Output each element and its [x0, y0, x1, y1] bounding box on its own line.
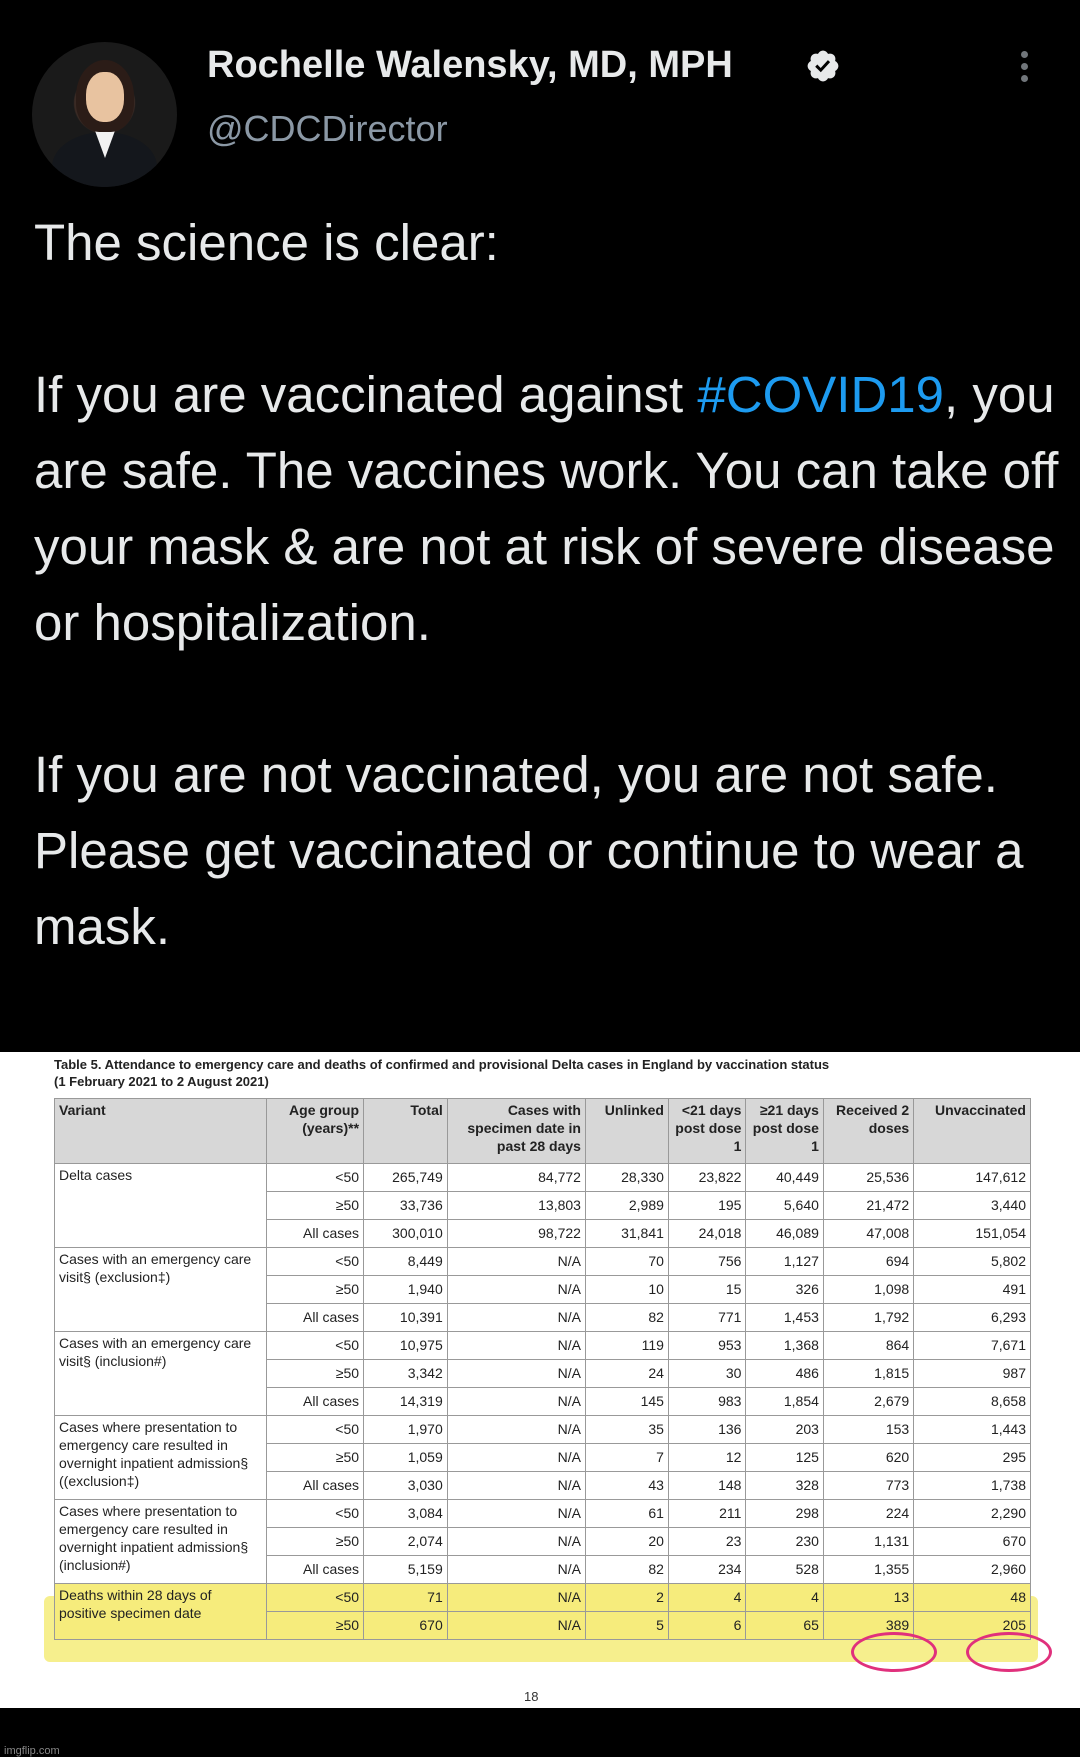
- verified-badge-icon: [805, 48, 841, 84]
- table-cell: 295: [914, 1444, 1031, 1472]
- table-cell: All cases: [267, 1472, 364, 1500]
- table-cell: 23: [668, 1528, 746, 1556]
- table-cell: 48: [914, 1584, 1031, 1612]
- table-cell: N/A: [447, 1528, 585, 1556]
- column-header: Unvaccinated: [914, 1099, 1031, 1164]
- table-cell: 24,018: [668, 1220, 746, 1248]
- embedded-document-image: [0, 1052, 1080, 1757]
- table-cell: ≥50: [267, 1612, 364, 1640]
- column-header: Cases with specimen date in past 28 days: [447, 1099, 585, 1164]
- column-header: ≥21 days post dose 1: [746, 1099, 824, 1164]
- table-cell: 8,449: [364, 1248, 448, 1276]
- table-cell: <50: [267, 1332, 364, 1360]
- table-cell: N/A: [447, 1360, 585, 1388]
- table-cell: N/A: [447, 1500, 585, 1528]
- table-cell: 205: [914, 1612, 1031, 1640]
- table-cell: 620: [823, 1444, 913, 1472]
- table-cell: 1,815: [823, 1360, 913, 1388]
- table-cell: 1,368: [746, 1332, 824, 1360]
- table-cell: 5,159: [364, 1556, 448, 1584]
- table-cell: 8,658: [914, 1388, 1031, 1416]
- table-cell: 328: [746, 1472, 824, 1500]
- table-cell: 953: [668, 1332, 746, 1360]
- table-row: [55, 1248, 1031, 1276]
- table-cell: 1,355: [823, 1556, 913, 1584]
- table-cell: 145: [585, 1388, 668, 1416]
- circled-value-received-2-doses: [851, 1632, 937, 1672]
- table-cell: 119: [585, 1332, 668, 1360]
- table-cell: ≥50: [267, 1360, 364, 1388]
- table-cell: 23,822: [668, 1164, 746, 1192]
- table-cell: N/A: [447, 1388, 585, 1416]
- table-cell: 864: [823, 1332, 913, 1360]
- table-cell: 771: [668, 1304, 746, 1332]
- table-cell: 14,319: [364, 1388, 448, 1416]
- table-cell: 21,472: [823, 1192, 913, 1220]
- table-cell: 987: [914, 1360, 1031, 1388]
- table-cell: 35: [585, 1416, 668, 1444]
- table-cell: <50: [267, 1416, 364, 1444]
- hashtag-link[interactable]: #COVID19: [697, 366, 945, 423]
- table-cell: 136: [668, 1416, 746, 1444]
- table-cell: 5: [585, 1612, 668, 1640]
- table-cell: ≥50: [267, 1192, 364, 1220]
- table-cell: 125: [746, 1444, 824, 1472]
- variant-label: Cases with an emergency care visit§ (exclusion‡): [55, 1248, 267, 1332]
- tweet-paragraph-2: If you are vaccinated against #COVID19, you are safe. The vaccines work. You can take off your mask & are not at risk of severe disease or hospitalization.: [34, 366, 1059, 651]
- variant-label: Deaths within 28 days of positive specimen date: [55, 1584, 267, 1640]
- table-cell: 151,054: [914, 1220, 1031, 1248]
- table-cell: 1,059: [364, 1444, 448, 1472]
- table-cell: N/A: [447, 1332, 585, 1360]
- table-cell: All cases: [267, 1556, 364, 1584]
- table-cell: 153: [823, 1416, 913, 1444]
- table-cell: 5,640: [746, 1192, 824, 1220]
- table-cell: 7: [585, 1444, 668, 1472]
- table-cell: 15: [668, 1276, 746, 1304]
- table-cell: 1,792: [823, 1304, 913, 1332]
- table-cell: 389: [823, 1612, 913, 1640]
- table-cell: 756: [668, 1248, 746, 1276]
- table-cell: 6,293: [914, 1304, 1031, 1332]
- table-cell: 1,443: [914, 1416, 1031, 1444]
- vaccination-status-table: [54, 1098, 1031, 1640]
- table-cell: 82: [585, 1304, 668, 1332]
- table-cell: 773: [823, 1472, 913, 1500]
- table-cell: 10,975: [364, 1332, 448, 1360]
- table-cell: 30: [668, 1360, 746, 1388]
- table-cell: 1,940: [364, 1276, 448, 1304]
- table-cell: N/A: [447, 1612, 585, 1640]
- table-cell: 1,738: [914, 1472, 1031, 1500]
- tweet-text: [34, 205, 1064, 965]
- table-cell: ≥50: [267, 1444, 364, 1472]
- table-cell: 43: [585, 1472, 668, 1500]
- table-cell: 491: [914, 1276, 1031, 1304]
- author-name[interactable]: Rochelle Walensky, MD, MPH: [207, 44, 733, 86]
- table-cell: 61: [585, 1500, 668, 1528]
- table-cell: 670: [914, 1528, 1031, 1556]
- author-avatar[interactable]: [32, 42, 177, 187]
- table-cell: 147,612: [914, 1164, 1031, 1192]
- page-number: 18: [524, 1689, 539, 1704]
- table-cell: 2,290: [914, 1500, 1031, 1528]
- table-cell: 4: [668, 1584, 746, 1612]
- column-header: Unlinked: [585, 1099, 668, 1164]
- table-cell: 46,089: [746, 1220, 824, 1248]
- table-cell: 2,679: [823, 1388, 913, 1416]
- table-cell: 10,391: [364, 1304, 448, 1332]
- table-cell: N/A: [447, 1276, 585, 1304]
- table-cell: 2: [585, 1584, 668, 1612]
- table-cell: 326: [746, 1276, 824, 1304]
- tweet-paragraph-3: If you are not vaccinated, you are not safe. Please get vaccinated or continue to wear a mask.: [34, 746, 1024, 955]
- table-cell: All cases: [267, 1304, 364, 1332]
- table-cell: ≥50: [267, 1528, 364, 1556]
- variant-label: Cases where presentation to emergency care resulted in overnight inpatient admission§ ((exclusion‡): [55, 1416, 267, 1500]
- table-cell: 670: [364, 1612, 448, 1640]
- table-cell: 84,772: [447, 1164, 585, 1192]
- variant-label: Delta cases: [55, 1164, 267, 1248]
- table-cell: 195: [668, 1192, 746, 1220]
- variant-label: Cases with an emergency care visit§ (inclusion#): [55, 1332, 267, 1416]
- table-cell: 2,074: [364, 1528, 448, 1556]
- table-cell: 47,008: [823, 1220, 913, 1248]
- table-cell: N/A: [447, 1416, 585, 1444]
- column-header: Variant: [55, 1099, 267, 1164]
- more-options-icon[interactable]: [1014, 48, 1034, 88]
- table-cell: 148: [668, 1472, 746, 1500]
- table-cell: 1,098: [823, 1276, 913, 1304]
- table-cell: <50: [267, 1164, 364, 1192]
- table-cell: 3,440: [914, 1192, 1031, 1220]
- table-cell: 6: [668, 1612, 746, 1640]
- table-cell: 40,449: [746, 1164, 824, 1192]
- table-cell: 983: [668, 1388, 746, 1416]
- table-cell: N/A: [447, 1444, 585, 1472]
- table-cell: 2,989: [585, 1192, 668, 1220]
- table-cell: 31,841: [585, 1220, 668, 1248]
- variant-label: Cases where presentation to emergency care resulted in overnight inpatient admission§ (inclusion#): [55, 1500, 267, 1584]
- table-cell: 203: [746, 1416, 824, 1444]
- table-cell: 486: [746, 1360, 824, 1388]
- table-cell: N/A: [447, 1472, 585, 1500]
- table-cell: 298: [746, 1500, 824, 1528]
- table-cell: All cases: [267, 1220, 364, 1248]
- table-cell: 25,536: [823, 1164, 913, 1192]
- table-cell: 82: [585, 1556, 668, 1584]
- table-cell: N/A: [447, 1556, 585, 1584]
- table-row: [55, 1416, 1031, 1444]
- column-header: <21 days post dose 1: [668, 1099, 746, 1164]
- table-cell: 300,010: [364, 1220, 448, 1248]
- author-handle[interactable]: @CDCDirector: [207, 108, 448, 149]
- watermark: imgflip.com: [4, 1745, 60, 1757]
- table-cell: N/A: [447, 1248, 585, 1276]
- table-cell: 3,030: [364, 1472, 448, 1500]
- column-header: Age group (years)**: [267, 1099, 364, 1164]
- table-cell: ≥50: [267, 1276, 364, 1304]
- table-cell: N/A: [447, 1304, 585, 1332]
- table-row: [55, 1332, 1031, 1360]
- table-cell: 1,854: [746, 1388, 824, 1416]
- table-cell: 265,749: [364, 1164, 448, 1192]
- table-cell: 12: [668, 1444, 746, 1472]
- table-cell: 20: [585, 1528, 668, 1556]
- table-cell: 211: [668, 1500, 746, 1528]
- table-cell: <50: [267, 1500, 364, 1528]
- table-cell: 28,330: [585, 1164, 668, 1192]
- table-cell: 70: [585, 1248, 668, 1276]
- table-cell: 230: [746, 1528, 824, 1556]
- table-cell: 4: [746, 1584, 824, 1612]
- table-cell: <50: [267, 1248, 364, 1276]
- column-header: Received 2 doses: [823, 1099, 913, 1164]
- table-cell: 71: [364, 1584, 448, 1612]
- table-cell: 13: [823, 1584, 913, 1612]
- table-row: [55, 1500, 1031, 1528]
- table-cell: All cases: [267, 1388, 364, 1416]
- table-cell: 2,960: [914, 1556, 1031, 1584]
- table-cell: 1,131: [823, 1528, 913, 1556]
- circled-value-unvaccinated: [966, 1632, 1052, 1672]
- table-cell: 33,736: [364, 1192, 448, 1220]
- table-row: [55, 1584, 1031, 1612]
- table-row: [55, 1164, 1031, 1192]
- table-cell: 528: [746, 1556, 824, 1584]
- table-cell: 13,803: [447, 1192, 585, 1220]
- table-cell: 10: [585, 1276, 668, 1304]
- table-cell: 694: [823, 1248, 913, 1276]
- table-cell: 5,802: [914, 1248, 1031, 1276]
- table-cell: 1,127: [746, 1248, 824, 1276]
- table-title: Table 5. Attendance to emergency care and deaths of confirmed and provisional Delta cases in England by vaccination status (1 February 2021 to 2 August 2021): [54, 1057, 830, 1089]
- table-cell: 98,722: [447, 1220, 585, 1248]
- table-cell: <50: [267, 1584, 364, 1612]
- column-header: Total: [364, 1099, 448, 1164]
- table-cell: 65: [746, 1612, 824, 1640]
- table-cell: 7,671: [914, 1332, 1031, 1360]
- table-cell: 1,970: [364, 1416, 448, 1444]
- table-cell: 3,342: [364, 1360, 448, 1388]
- table-cell: 224: [823, 1500, 913, 1528]
- table-cell: 1,453: [746, 1304, 824, 1332]
- table-cell: 3,084: [364, 1500, 448, 1528]
- table-cell: 24: [585, 1360, 668, 1388]
- table-cell: 234: [668, 1556, 746, 1584]
- table-cell: N/A: [447, 1584, 585, 1612]
- tweet-paragraph-1: The science is clear:: [34, 214, 499, 271]
